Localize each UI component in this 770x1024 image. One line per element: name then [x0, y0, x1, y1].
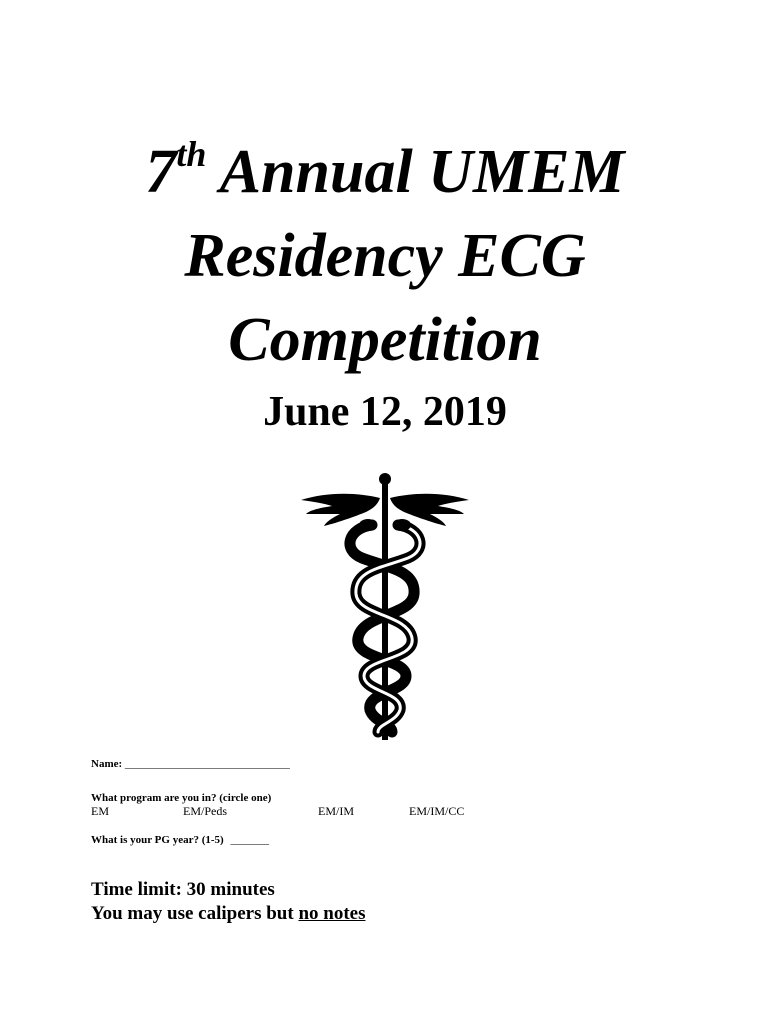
title-line-3: Competition: [228, 306, 542, 374]
title-line-1: [145, 134, 625, 206]
pg-year-blank-line[interactable]: _______: [230, 834, 269, 846]
pg-year-question: What is your PG year? (1-5): [91, 834, 224, 846]
calipers-text: [91, 902, 365, 926]
event-date: June 12, 2019: [263, 389, 507, 435]
no-notes-emphasis: no notes: [298, 903, 366, 924]
title-superscript: th: [176, 134, 207, 174]
document-title: [0, 130, 770, 382]
program-option-em-peds[interactable]: EM/Peds: [183, 804, 228, 818]
caduceus-icon: [296, 470, 474, 745]
title-number: 7: [145, 138, 177, 206]
registration-form: [91, 758, 711, 846]
program-option-em[interactable]: EM: [91, 804, 109, 818]
program-option-em-im-cc[interactable]: EM/IM/CC: [409, 804, 465, 818]
program-question: What program are you in? (circle one): [91, 792, 272, 804]
program-options: [91, 804, 711, 818]
pg-year-row: [91, 834, 711, 846]
title-line-1-rest: Annual UMEM: [206, 138, 625, 206]
title-line-2: Residency ECG: [184, 222, 586, 290]
name-blank-line[interactable]: ______________________________: [124, 758, 290, 770]
name-row: [91, 758, 711, 770]
name-label: Name:: [91, 758, 123, 770]
calipers-prefix: You may use calipers but: [91, 903, 299, 924]
program-option-em-im[interactable]: EM/IM: [318, 804, 354, 818]
time-limit-text: Time limit: 30 minutes: [91, 879, 275, 900]
instructions: [91, 878, 365, 926]
